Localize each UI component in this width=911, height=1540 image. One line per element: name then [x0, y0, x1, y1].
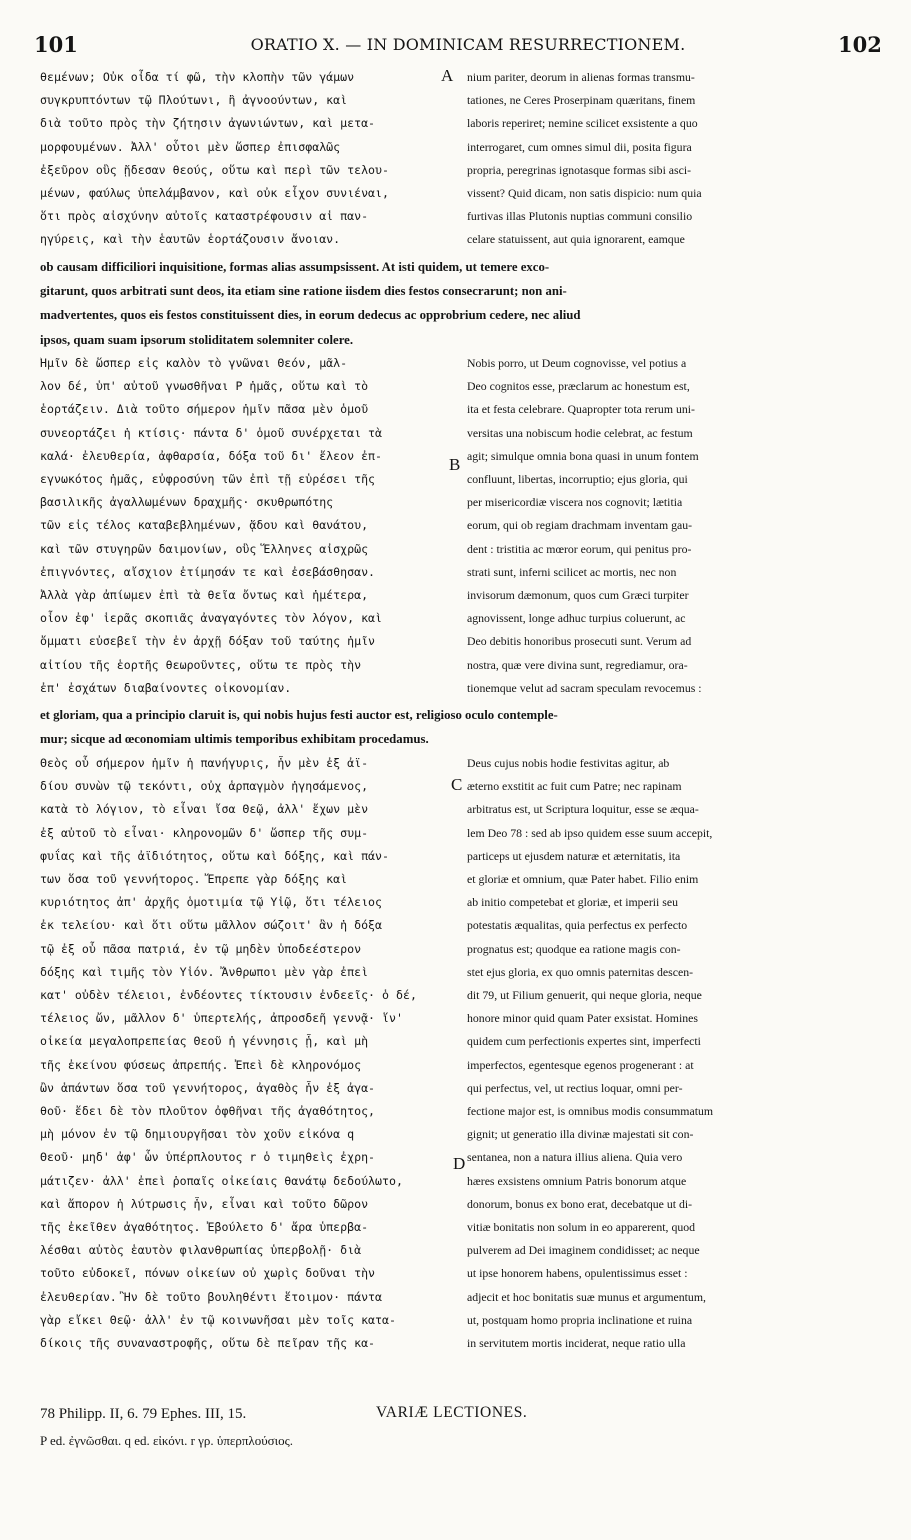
latin-full-width-section-2: et gloriam, qua a principio claruit is, qui nobis hujus festi auctor est, religioso oculo contemple- mur; sicque ad œconomiam ultimis temporibus exhibitam procedamus. — [40, 708, 558, 747]
latin-column-section-1: nium pariter, deorum in alienas formas transmu- tationes, ne Ceres Proserpinam quæritans, finem laboris reperiret; nemine scilicet exsistente a quo interrogaret, cum omnes simul dii, posita figura propria, peregrinas ignotasque formas sibi asci- vissent? Quid dicam, non satis dispicio: num quia furtivas illas Plutonis nuptias communi consilio celare statuissent, aut quia ignorarent, eamque — [467, 70, 702, 247]
latin-full-width-section-1: ob causam difficiliori inquisitione, formas alias assumpsissent. At isti quidem, ut temere exco- gitarunt, quos arbitrati sunt deos, ita etiam sine ratione iisdem dies festos consecrarunt; non ani- madvertentes, quos eis festos constituissent dies, in eorum dedecus ac opprobrium cedere, nec aliud ipsos, quam suam ipsorum stoliditatem solemniter colere. — [40, 260, 581, 347]
running-header — [0, 32, 911, 62]
greek-column-section-1: θεμένων; Οὐκ οἶδα τί φῶ, τὴν κλοπὴν τῶν γάμων συγκρυπτόντων τῷ Πλούτωνι, ἢ ἀγνοούντων, καὶ διὰ τοῦτο πρὸς τὴν ζήτησιν ἀγωνιώντων, καὶ μετα- μορφουμένων. Ἀλλ' οὗτοι μὲν ὥσπερ ἐπισφαλῶς ἐξεῦρον οὓς ᾔδεσαν θεούς, οὕτω καὶ περὶ τῶν τελου- μένων, φαύλως ὑπελάμβανον, καὶ οὐκ εἶχον συνιέναι, ὅτι πρὸς αἰσχύνην αὐτοῖς καταστρέφουσιν αἱ παν- ηγύρεις, καὶ τὴν ἑαυτῶν ἑορτάζουσιν ἄνοιαν. — [40, 70, 390, 247]
latin-column-section-2: Nobis porro, ut Deum cognovisse, vel potius a Deo cognitos esse, præclarum ac honestum est, ita et festa celebrare. Quapropter tota rerum uni- versitas una nobiscum hodie celebrat, ac festum agit; simulque omnia bona quasi in unum fontem confluunt, libertas, incorruptio; ejus gloria, qui per misericordiæ viscera nos cognovit; lætitia eorum, qui ob regiam drachmam inventam gau- dent : tristitia ac mœror eorum, qui penitus pro- strati sunt, inferni scilicet ac mortis, nec non invisorum dæmonum, quos cum Græci turpiter agnovissent, longe adhuc turpius coluerunt, ac Deo debitis honoribus prosecuti sunt. Verum ad nostra, quæ vere divina sunt, regrediamur, ora- tionemque velut ad sacram speculam revocemus : — [467, 356, 702, 695]
greek-column-section-2: Ἡμῖν δὲ ὥσπερ εἰς καλὸν τὸ γνῶναι Θεόν, μᾶλ- λον δέ, ὑπ' αὐτοῦ γνωσθῆναι P ἡμᾶς, οὕτω καὶ τὸ ἑορτάζειν. Διὰ τοῦτο σήμερον ἡμῖν πᾶσα μὲν ὁμοῦ συνεορτάζει ἡ κτίσις· πάντα δ' ὁμοῦ συνέρχεται τὰ καλά· ἐλευθερία, ἀφθαρσία, δόξα τοῦ δι' ἔλεον ἐπ- εγνωκότος ἡμᾶς, εὐφροσύνη τῶν ἐπὶ τῇ εὑρέσει τῆς βασιλικῆς ἀγαλλωμένων δραχμῆς· σκυθρωπότης τῶν εἰς τέλος καταβεβλημένων, ᾅδου καὶ θανάτου, καὶ τῶν στυγηρῶν δαιμονίων, οὓς Ἕλληνες αἰσχρῶς ἐπιγνόντες, αἴσχιον ἐτίμησάν τε καὶ ἐσεβάσθησαν. Ἀλλὰ γὰρ ἀπίωμεν ἐπὶ τὰ θεῖα ὄντως καὶ ἡμέτερα, οἷον ἐφ' ἱερᾶς σκοπιᾶς ἀναγαγόντες τὸν λόγον, καὶ ὄμματι εὐσεβεῖ τὴν ἐν ἀρχῇ δόξαν τοῦ ταύτης ἡμῖν αἰτίου τῆς ἑορτῆς θεωροῦντες, οὕτω τε πρὸς τὴν ἐπ' ἐσχάτων διαβαίνοντες οἰκονομίαν. — [40, 356, 383, 695]
page-number-left: 101 — [34, 32, 78, 57]
margin-letter-a: A — [441, 66, 454, 85]
variae-lectiones-heading: VARIÆ LECTIONES. — [376, 1404, 528, 1421]
latin-column-section-3: Deus cujus nobis hodie festivitas agitur, ab æterno exstitit ac fuit cum Patre; nec rapinam arbitratus est, ut Scriptura loquitur, esse se æqua- lem Deo 78 : sed ab ipso quidem esse suum accepit, particeps ut ejusdem naturæ et æternitatis, ita et gloriæ et omnium, quæ Pater habet. Filio enim ab initio competebat et gloriæ, et imperii seu potestatis æqualitas, quia perfectus ex perfecto prognatus est; quodque ea ratione magis con- stet ejus gloria, ex quo omnis paternitas descen- dit 79, ut Filium genuerit, qui neque gloria, neque honore minor quid quam Pater exsistat. Homines quidem cum perfectionis expertes sint, imperfecti imperfectos, egentesque egenos progenerant : at qui perfectus, vel, ut rectius loquar, omni per- fectione major est, is omnibus modis consummatum gignit; ut generatio illa divinæ majestati sit con- sentanea, non a natura illius aliena. Quia vero hæres exsistens omnium Patris bonorum atque donorum, bonus ex bono erat, decebatque ut di- vitiæ bonitatis non solum in eo apparerent, quod pulverem ad Dei imaginem condidisset; ac neque ut ipse honorem habens, opulentissimus esset : adjecit et hoc bonitatis suæ munus et argumentum, ut, postquam homo propria inclinatione et ruina in servitutem mortis inciderat, neque ratio ulla — [467, 756, 714, 1351]
footnotes: 78 Philipp. II, 6. 79 Ephes. III, 15. — [40, 1406, 247, 1422]
page-number-right: 102 — [838, 32, 882, 57]
variae-lectiones-readings: P ed. ἐγνῶσθαι. q ed. εἰκόνι. r γρ. ὑπερπλούσιος. — [40, 1433, 294, 1448]
greek-column-section-3: Θεὸς οὗ σήμερον ἡμῖν ἡ πανήγυρις, ἦν μὲν ἐξ ἀϊ- δίου συνὼν τῷ τεκόντι, οὐχ ἁρπαγμὸν ἡγησάμενος, κατὰ τὸ λόγιον, τὸ εἶναι ἴσα Θεῷ, ἀλλ' ἔχων μὲν ἐξ αὐτοῦ τὸ εἶναι· κληρονομῶν δ' ὥσπερ τῆς συμ- φυΐας καὶ τῆς ἀϊδιότητος, οὕτω καὶ δόξης, καὶ πάν- των ὅσα τοῦ γεννήτορος. Ἔπρεπε γὰρ δόξης καὶ κυριότητος ἀπ' ἀρχῆς ὁμοτιμία τῷ Υἱῷ, ὅτι τέλειος ἐκ τελείου· καὶ ὅτι οὕτω μᾶλλον σώζοιτ' ἂν ἡ δόξα τῷ ἐξ οὗ πᾶσα πατριά, ἐν τῷ μηδὲν ὑποδεέστερον δόξης καὶ τιμῆς τὸν Υἱόν. Ἄνθρωποι μὲν γὰρ ἐπεὶ κατ' οὐδὲν τέλειοι, ἐνδέοντες τίκτουσιν ἐνδεεῖς· ὁ δέ, τέλειος ὤν, μᾶλλον δ' ὑπερτελής, ἀπροσδεῆ γεννᾷ· ἵν' οἰκεία μεγαλοπρεπείας Θεοῦ ἡ γέννησις ᾖ, καὶ μὴ τῆς ἐκείνου φύσεως ἀπρεπής. Ἐπεὶ δὲ κληρονόμος ὢν ἁπάντων ὅσα τοῦ γεννήτορος, ἀγαθὸς ἦν ἐξ ἀγα- θοῦ· ἔδει δὲ τὸν πλοῦτον ὀφθῆναι τῆς ἀγαθότητος, μὴ μόνον ἐν τῷ δημιουργῆσαι τὸν χοῦν εἰκόνα q Θεοῦ· μηδ' ἀφ' ὧν ὑπέρπλουτος r ὁ τιμηθεὶς ἐχρη- μάτιζεν· ἀλλ' ἐπεὶ ῥοπαῖς οἰκείαις θανάτῳ δεδούλωτο, καὶ ἄπορον ἡ λύτρωσις ἦν, εἶναι καὶ τοῦτο δῶρον τῆς ἐκεῖθεν ἀγαθότητος. Ἐβούλετο δ' ἄρα ὑπερβα- λέσθαι αὐτὸς ἑαυτὸν φιλανθρωπίας ὑπερβολῇ· διὰ τοῦτο εὐδοκεῖ, πόνων οἰκείων οὐ χωρὶς δοῦναι τὴν ἐλευθερίαν. Ἢν δὲ τοῦτο βουληθέντι ἕτοιμον· πάντα γὰρ εἴκει Θεῷ· ἀλλ' ἐν τῷ κοινωνῆσαι μὲν τοῖς κατα- δίκοις τῆς συναναστροφῆς, οὕτω δὲ πεῖραν τῆς κα- — [40, 756, 417, 1351]
running-title: ORATIO X. — IN DOMINICAM RESURRECTIONEM. — [250, 35, 686, 54]
margin-letter-c: C — [451, 775, 463, 794]
margin-letter-b: B — [449, 455, 461, 474]
margin-letter-d: D — [453, 1154, 466, 1173]
